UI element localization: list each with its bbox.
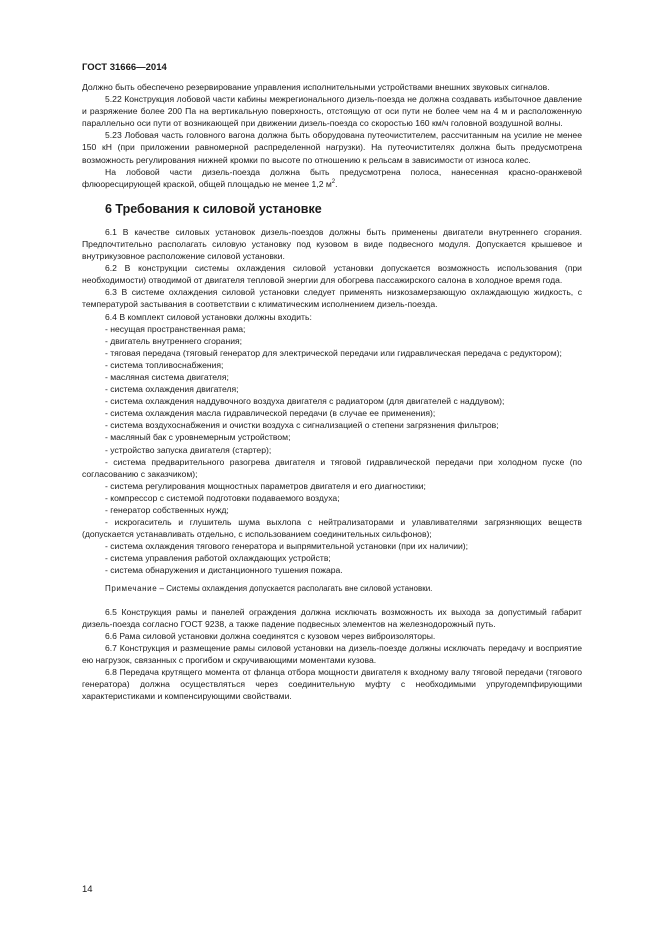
paragraph-6-3: 6.3 В системе охлаждения силовой установки следует применять низкозамерзающую охлаждающую жидкость, с температурой застывания в соответствии с климатическим исполнением дизель-поезда.	[82, 287, 582, 310]
paragraph-5-22: 5.22 Конструкция лобовой части кабины межрегионального дизель-поезда не должна создавать избыточное давление и разряжение более 200 Па на вертикальную поверхность, отстоящую от оси пути не более чем на 4 м и расположенную параллельно оси пути от возникающей при движении дизель-поезда со скоростью 160 км/ч головной воздушной волны.	[82, 94, 582, 129]
paragraph-6-2: 6.2 В конструкции системы охлаждения силовой установки допускается возможность использования (при необходимости) отводимой от двигателя тепловой энергии для обогрева пассажирского салона в холодное время года.	[82, 263, 582, 286]
list-item: - система управления работой охлаждающих устройств;	[105, 553, 331, 564]
paragraph-6-8: 6.8 Передача крутящего момента от фланца отбора мощности двигателя к входному валу тяговой передачи (тягового генератора) должна осуществляться через соединительную муфту с необходимыми упругодемпфирующими характеристиками и компенсирующими свойствами.	[82, 667, 582, 702]
note-label: Примечание	[105, 583, 158, 593]
stripe-sup: 2	[331, 178, 336, 185]
stripe-tail: .	[335, 178, 338, 189]
stripe-text: На лобовой части дизель-поезда должна быть предусмотрена полоса, нанесенная красно-оранжевой флюоресцирующей краской, общей площадью не менее 1,2 м	[82, 166, 582, 189]
note	[82, 583, 582, 594]
list-item: - несущая пространственная рама;	[105, 323, 246, 334]
list-item: - масляный бак с уровнемерным устройством;	[105, 432, 291, 443]
page-number: 14	[82, 884, 93, 895]
paragraph-6-7: 6.7 Конструкция и размещение рамы силовой установки на дизель-поезде должны исключать передачу и восприятие ею нагрузок, связанных с прогибом и скручивающими моментами кузова.	[82, 642, 582, 665]
section-title: 6 Требования к силовой установке	[105, 201, 322, 216]
section-body	[82, 226, 582, 702]
list-item: - двигатель внутреннего сгорания;	[105, 335, 243, 346]
list-item: - система охлаждения наддувочного воздуха двигателя с радиатором (для двигателей с наддувом);	[105, 396, 505, 407]
list-item: - система охлаждения тягового генератора и выпрямительной установки (при их наличии);	[105, 541, 469, 552]
paragraph-6-1: 6.1 В качестве силовых установок дизель-поездов должны быть применены двигатели внутреннего сгорания. Предпочтительно располагать силовую установку под кузовом в виде подвесного модуля. Допускается крышевое и внутрикузовное расположение силовой установки.	[82, 226, 582, 262]
list-item: - система обнаружения и дистанционного тушения пожара.	[105, 565, 343, 576]
list-item: - тяговая передача (тяговый генератор для электрической передачи или гидравлическая передача с редуктором);	[105, 347, 562, 358]
list-item: - система регулирования мощностных параметров двигателя и его диагностики;	[105, 480, 426, 491]
paragraph-6-4: 6.4 В комплект силовой установки должны входить:	[105, 311, 312, 322]
note-text: – Системы охлаждения допускается располагать вне силовой установки.	[157, 583, 433, 593]
document-page	[82, 62, 582, 702]
list-item: - система топливоснабжения;	[105, 359, 224, 370]
list-item: - компрессор с системой подготовки подаваемого воздуха;	[105, 492, 340, 503]
component-list	[82, 323, 582, 577]
top-block	[82, 81, 582, 190]
list-item: - система воздухоснабжения и очистки воздуха с сигнализацией о степени загрязнения фильтров;	[105, 420, 499, 431]
paragraph-5-23: 5.23 Лобовая часть головного вагона должна быть оборудована путеочистителем, рассчитанным на усилие не менее 150 кН (при приложении равномерной распределенной нагрузки). На путеочистителях должна быть предусмотрена возможность регулирования нижней кромки по высоте по отношению к рельсам в зависимости от износа колес.	[82, 130, 582, 165]
paragraph-6-5: 6.5 Конструкция рамы и панелей ограждения должна исключать возможность их выхода за допустимый габарит дизель-поезда согласно ГОСТ 9238, а также падение подвесных элементов на железнодорожный путь.	[82, 606, 582, 629]
list-item: - система предварительного разогрева двигателя и тяговой гидравлической передачи при холодном пуске (по согласованию с заказчиком);	[82, 456, 582, 479]
list-item: - искрогаситель и глушитель шума выхлопа с нейтрализаторами и улавливателями загрязняющих веществ (допускается устанавливать отдельно, с использованием соединительных сильфонов);	[82, 517, 582, 540]
list-item: - масляная система двигателя;	[105, 371, 229, 382]
paragraph: Должно быть обеспечено резервирование управления исполнительными устройствами внешних звуковых сигналов.	[82, 82, 550, 92]
list-item: - система охлаждения двигателя;	[105, 384, 239, 395]
paragraph-6-6: 6.6 Рама силовой установки должна соединятся с кузовом через виброизоляторы.	[105, 630, 436, 641]
list-item: - система охлаждения масла гидравлической передачи (в случае ее применения);	[105, 408, 436, 419]
document-header: ГОСТ 31666—2014	[82, 62, 167, 73]
list-item: - устройство запуска двигателя (стартер);	[105, 444, 272, 455]
paragraph-stripe	[82, 166, 582, 190]
list-item: - генератор собственных нужд;	[105, 505, 229, 515]
